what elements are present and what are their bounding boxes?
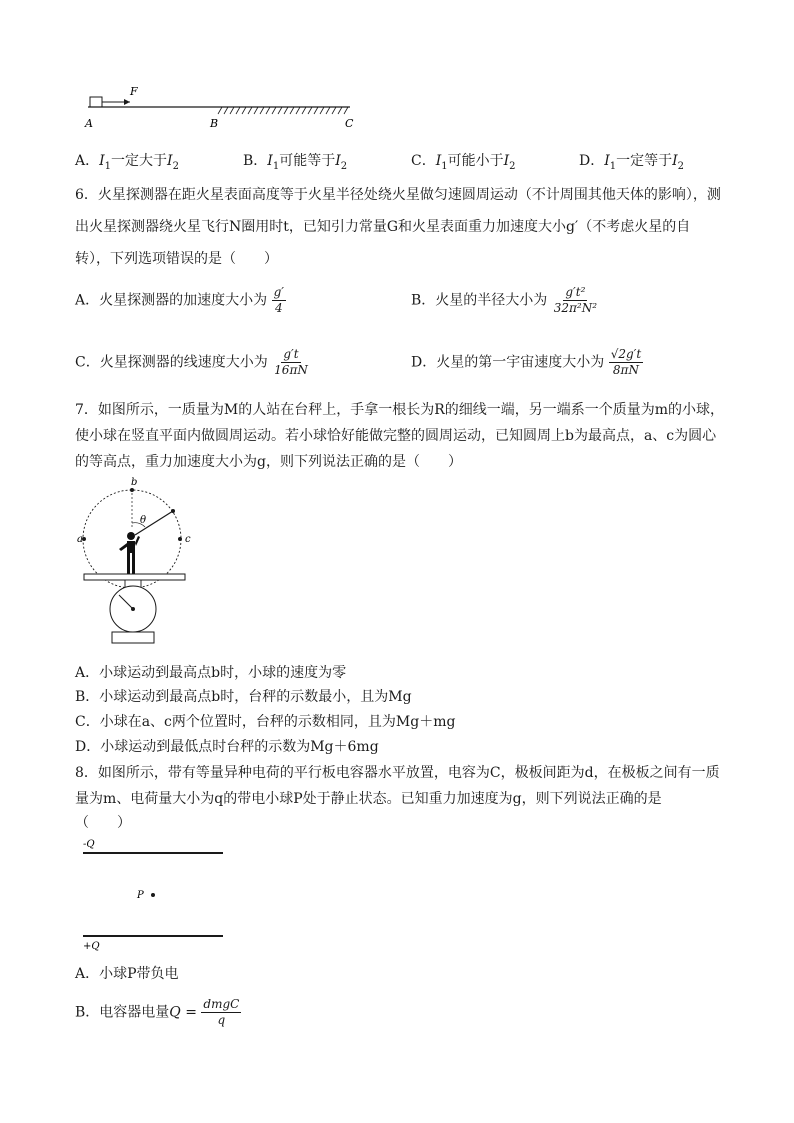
label-A: A — [85, 117, 93, 130]
label-F: F — [130, 85, 138, 98]
q8-stem-line2: 量为m、电荷量大小为q的带电小球P处于静止状态。已知重力加速度为g，则下列说法正确的是 — [75, 791, 662, 807]
label-C: C — [345, 117, 354, 130]
ball — [171, 509, 175, 513]
scale-platform — [84, 574, 185, 580]
q6-option-a: A．火星探测器的加速度大小为 $\frac{g'}{4}$ — [75, 285, 284, 315]
label-c: c — [185, 534, 191, 545]
q6-option-d: D．火星的第一宇宙速度大小为 $\frac{√2g't}{8\pi N}$ — [411, 347, 642, 377]
q8-stem-line3: （ ） — [75, 815, 131, 831]
q7-option-a: A．小球运动到最高点b时，小球的速度为零 — [75, 665, 347, 681]
q5-option-c: C．$I_1$可能小于$I_2$ — [411, 153, 516, 172]
q7-option-b: B．小球运动到最高点b时，台秤的示数最小，且为Mg — [75, 689, 412, 705]
q5-option-b: B．$I_1$可能等于$I_2$ — [243, 153, 348, 172]
q7-stem-line2: 使小球在竖直平面内做圆周运动。若小球恰好能做完整的圆周运动，已知圆周上b为最高点，a、c为圆心 — [75, 428, 717, 444]
q6-option-c: C．火星探测器的线速度大小为 $\frac{g't}{16\pi N}$ — [75, 347, 308, 377]
q6-stem-line2: 出火星探测器绕火星飞行N圈用时t，已知引力常量G和火星表面重力加速度大小g′（不考虑火星的自 — [75, 219, 691, 235]
q7-stem-line1: 7．如图所示，一质量为M的人站在台秤上，手拿一根长为R的细线一端，另一端系一个质量为m的小球， — [75, 402, 725, 418]
q6-stem-line1: 6．火星探测器在距火星表面高度等于火星半径处绕火星做匀速圆周运动（不计周围其他天体的影响），测 — [75, 187, 721, 203]
q7-option-d: D．小球运动到最低点时台秤的示数为Mg＋6mg — [75, 739, 379, 755]
label-B: B — [210, 117, 219, 130]
label-theta: θ — [140, 515, 147, 526]
q5-option-a: A．$I_1$一定大于$I_2$ — [75, 153, 179, 172]
q8-option-b: B．电容器电量Q = $\frac{\text{dmgC}}{q}$ — [75, 997, 240, 1027]
point-c — [178, 537, 182, 541]
q5-option-d: D．$I_1$一定等于$I_2$ — [579, 153, 685, 172]
q6-stem-line3: 转），下列选项错误的是（ ） — [75, 251, 278, 267]
point-b — [130, 488, 134, 492]
label-plus-q: +Q — [83, 941, 100, 952]
label-p: P — [137, 890, 144, 901]
ball-p — [151, 893, 155, 897]
label-minus-q: -Q — [83, 839, 95, 850]
force-arrow — [124, 99, 130, 105]
q5-figure — [80, 85, 370, 130]
q7-figure — [75, 477, 200, 657]
rough-surface — [218, 107, 348, 114]
q8-stem-line1: 8．如图所示，带有等量异种电荷的平行板电容器水平放置，电容为C，极板间距为d，在极板之间有一质 — [75, 765, 720, 781]
person — [119, 532, 140, 574]
label-b: b — [131, 477, 138, 488]
q8-figure — [75, 835, 235, 955]
q6-option-b: B．火星的半径大小为 $\frac{\text{g′t²}}{\text{32π²N²}}$ — [411, 285, 598, 315]
label-a: a — [77, 534, 83, 545]
q7-option-c: C．小球在a、c两个位置时，台秤的示数相同，且为Mg＋mg — [75, 714, 456, 730]
q8-option-a: A．小球P带负电 — [75, 966, 179, 982]
scale-base — [112, 632, 154, 643]
block — [90, 97, 102, 107]
q7-stem-line3: 的等高点，重力加速度大小为g，则下列说法正确的是（ ） — [75, 454, 462, 470]
